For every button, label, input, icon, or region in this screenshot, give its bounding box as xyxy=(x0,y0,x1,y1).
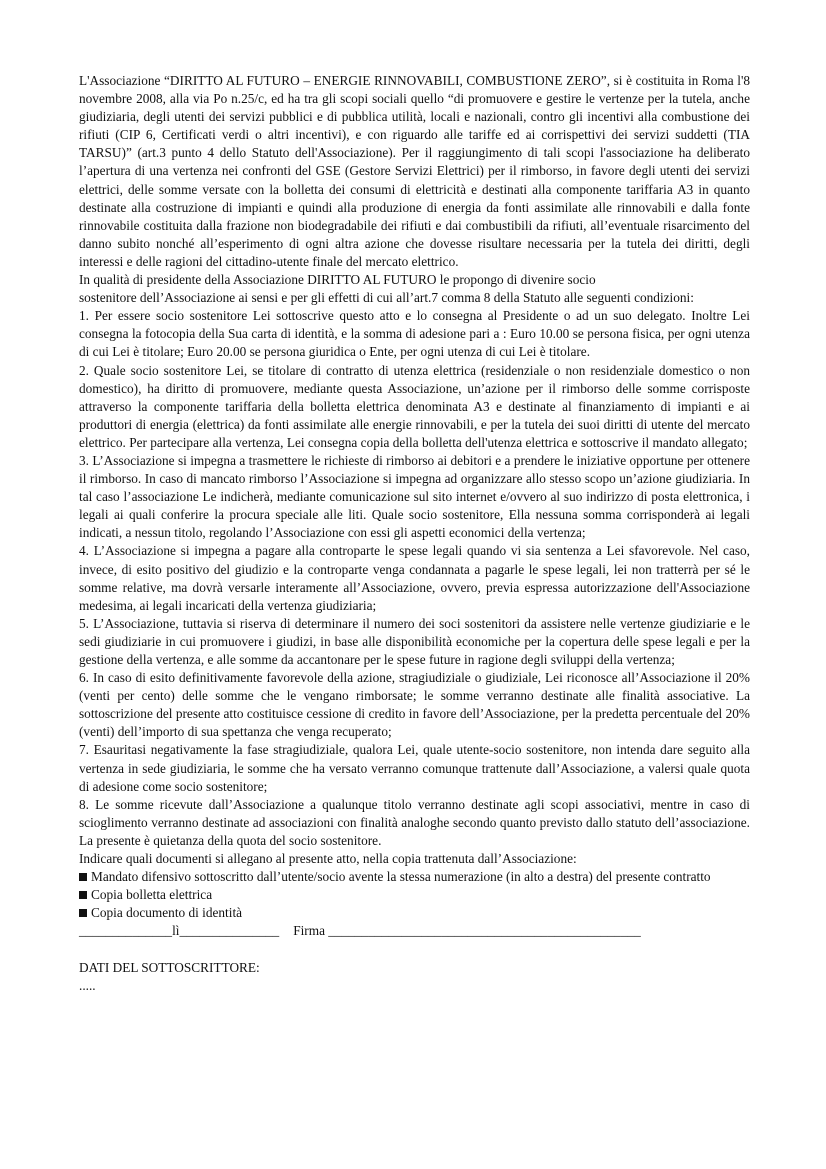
clause-5: 5. L’Associazione, tuttavia si riserva di determinare il numero dei soci sostenitori da assistere nelle vertenze giudiziarie e le sedi giudiziarie in cui promuovere i giudizi, in base alle disponibilità economiche per la copertura delle spese legali e per la gestione della vertenza, e alle somme da accantonare per le spese future in ragione degli sviluppi della vertenza; xyxy=(79,615,750,667)
subscriber-heading: DATI DEL SOTTOSCRITTORE: xyxy=(79,959,260,975)
attachment-item xyxy=(79,886,750,904)
attachment-item xyxy=(79,868,750,886)
document-page xyxy=(79,72,750,995)
clause-7: 7. Esauritasi negativamente la fase stragiudiziale, qualora Lei, quale utente-socio sostenitore, non intenda dare seguito alla vertenza in sede giudiziaria, le somme che ha versato verranno comunque trattenute dall’Associazione, a valersi quale quota di adesione come socio sostenitore; xyxy=(79,742,750,794)
firma-label: Firma xyxy=(293,923,325,939)
clause-1: 1. Per essere socio sostenitore Lei sottoscrive questo atto e lo consegna al Presidente o ad un suo delegato. Inoltre Lei consegna la fotocopia della Sua carta di identità, e la somma di adesione pari a : Euro 10.00 se persona fisica, per ogni utenza di cui Lei è titolare; Euro 20.00 se persona giuridica o Ente, per ogni utenza di cui Lei è titolare. xyxy=(79,308,750,360)
attachment-label: Copia bolletta elettrica xyxy=(91,887,213,903)
attachments-intro: Indicare quali documenti si allegano al presente atto, nella copia trattenuta dall’Associazione: xyxy=(79,851,577,867)
signature-line xyxy=(79,922,750,940)
attachment-item xyxy=(79,904,750,922)
clause-4: 4. L’Associazione si impegna a pagare alla controparte le spese legali quando vi sia sentenza a Lei sfavorevole. Nel caso, invece, di esito positivo del giudizio e la controparte venga condannata a pagarle le spese legali, lei non tratterrà per sé le somme relative, ma dovrà versarle interamente all’Associazione, ovvero, previa espressa autorizzazione dell'Associazione medesima, ai legali incaricati della vertenza giudiziaria; xyxy=(79,543,750,613)
place-suffix: lì xyxy=(172,923,180,939)
clause-8: 8. Le somme ricevute dall’Associazione a qualunque titolo verranno destinate agli scopi associativi, mentre in caso di scioglimento verranno destinate ad associazioni con finalità analoghe secondo quanto previsto dallo statuto dell’associazione. La presente è quietanza della quota del socio sostenitore. xyxy=(79,796,750,848)
square-bullet-icon xyxy=(79,873,87,881)
clause-3: 3. L’Associazione si impegna a trasmettere le richieste di rimborso ai debitori e a prendere le iniziative opportune per ottenere il rimborso. In caso di mancato rimborso l’Associazione si impegna ad organizzare allo stesso scopo un’azione giudiziaria. In tal caso l’associazione Le indicherà, mediante comunicazione sul sito internet e/ovvero al suo indirizzo di posta elettronica, i legali ai quali conferire la procura speciale alle liti. Quale socio sostenitore, Ella nessuna somma corrisponderà ai legali indicati, a nessun titolo, regolando l’Associazione con essi gli aspetti economici della vertenza; xyxy=(79,452,750,541)
firma-blank: _______________________________________________ xyxy=(328,923,641,939)
intro-paragraph: L'Associazione “DIRITTO AL FUTURO – ENERGIE RINNOVABILI, COMBUSTIONE ZERO”, si è costituita in Roma l'8 novembre 2008, alla via Po n.25/c, ed ha tra gli scopi sociali quello “di promuovere e gestire le vertenze per la tutela, anche giudiziaria, degli utenti dei servizi pubblici e di pubblica utilità, locali e nazionali, contro gli incentivi alla combustione dei rifiuti (CIP 6, Certificati verdi o altri incentivi), e con riguardo alle tariffe ed ai corrispettivi dei servizi suddetti (TIA TARSU)” (art.3 punto 4 dello Statuto dell'Associazione). Per il raggiungimento di tali scopi l'associazione ha deliberato l’apertura di una vertenza nei confronti del GSE (Gestore Servizi Elettrici) per il rimborso, in favore degli utenti dei servizi elettrici, delle somme versate con la bolletta dei consumi di elettricità e destinati alla componente tariffaria A3 in quanto destinate alla costruzione di impianti e quindi alla produzione di energia da fonti assimilate alle rinnovabili e dalla fonte rinnovabile costituita dalla frazione non biodegradabile dei rifiuti e dai combustibili da rifiuti, all’eventuale risarcimento del danno subito nonché all’esperimento di ogni altra azione che dovesse risultare necessaria per la tutela dei diritti, degli interessi e delle ragioni del cittadino-utente finale del mercato elettrico. xyxy=(79,73,750,269)
place-blank: ______________ xyxy=(79,923,173,939)
square-bullet-icon xyxy=(79,909,87,917)
proposal-line-1: In qualità di presidente della Associazione DIRITTO AL FUTURO le propongo di divenire socio xyxy=(79,272,596,288)
subscriber-placeholder: ..... xyxy=(79,977,96,993)
attachment-label: Mandato difensivo sottoscritto dall’utente/socio avente la stessa numerazione (in alto a destra) del presente contratto xyxy=(91,869,711,885)
clause-6: 6. In caso di esito definitivamente favorevole della azione, stragiudiziale o giudiziale, Lei riconosce all’Associazione il 20% (venti per cento) delle somme che le vengano rimborsate; le somme verranno destinate alle finalità associative. La sottoscrizione del presente atto costituisce cessione di credito in favore dell’Associazione, per la predetta percentuale del 20% (venti) dell’importo di sua spettanza che venga recuperato; xyxy=(79,670,750,740)
proposal-line-2: sostenitore dell’Associazione ai sensi e per gli effetti di cui all’art.7 comma 8 della Statuto alle seguenti condizioni: xyxy=(79,290,694,306)
attachment-label: Copia documento di identità xyxy=(91,905,243,921)
square-bullet-icon xyxy=(79,891,87,899)
date-blank: _______________ xyxy=(179,923,280,939)
clause-2: 2. Quale socio sostenitore Lei, se titolare di contratto di utenza elettrica (residenziale o non residenziale domestico o non domestico), ha diritto di promuovere, mediante questa Associazione, un’azione per il rimborso delle somme corrisposte attraverso la componente tariffaria della bolletta elettrica denominata A3 e destinate al finanziamento di impianti e ai produttori di energia (elettrica) da fonti assimilate alle energie rinnovabili, e per la tutela dei suoi diritti di utente del mercato elettrico. Per partecipare alla vertenza, Lei consegna copia della bolletta dell'utenza elettrica e sottoscrive il mandato allegato; xyxy=(79,362,750,450)
